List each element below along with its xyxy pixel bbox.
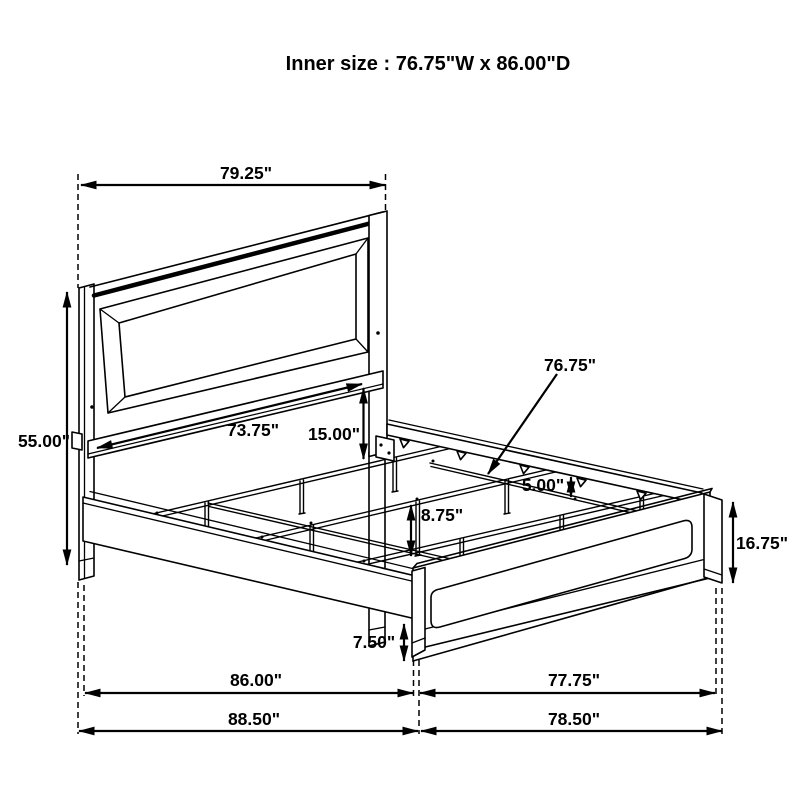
- slat-head: [152, 442, 461, 518]
- dim-label-headboard-height: 55.00": [17, 431, 71, 451]
- dim-label-headboard-width: 79.25": [219, 163, 273, 183]
- extension-lines: [78, 174, 722, 734]
- dim-label-footboard-leg-height: 7.50": [352, 632, 396, 652]
- dim-label-inner-depth: 86.00": [229, 670, 283, 690]
- rail-bracket-plate: [376, 436, 394, 461]
- dim-label-outer-depth: 88.50": [227, 709, 281, 729]
- headboard-left-bracket: [72, 432, 82, 450]
- dim-label-support-leg-height: 8.75": [420, 505, 464, 525]
- diagram-title: Inner size : 76.75"W x 86.00"D: [285, 53, 571, 75]
- dim-label-headboard-inner-width: 73.75": [226, 420, 280, 440]
- dim-label-headboard-clearance: 15.00": [307, 424, 361, 444]
- footboard-left-leg: [412, 568, 425, 658]
- dim-label-footboard-height: 16.75": [735, 533, 789, 553]
- dim-label-support-rail-gap: 5.00": [521, 475, 565, 495]
- dim-label-inner-width: 76.75": [543, 355, 597, 375]
- dim-label-footboard-outer-width: 78.50": [547, 709, 601, 729]
- dim-label-footboard-inner-width: 77.75": [547, 670, 601, 690]
